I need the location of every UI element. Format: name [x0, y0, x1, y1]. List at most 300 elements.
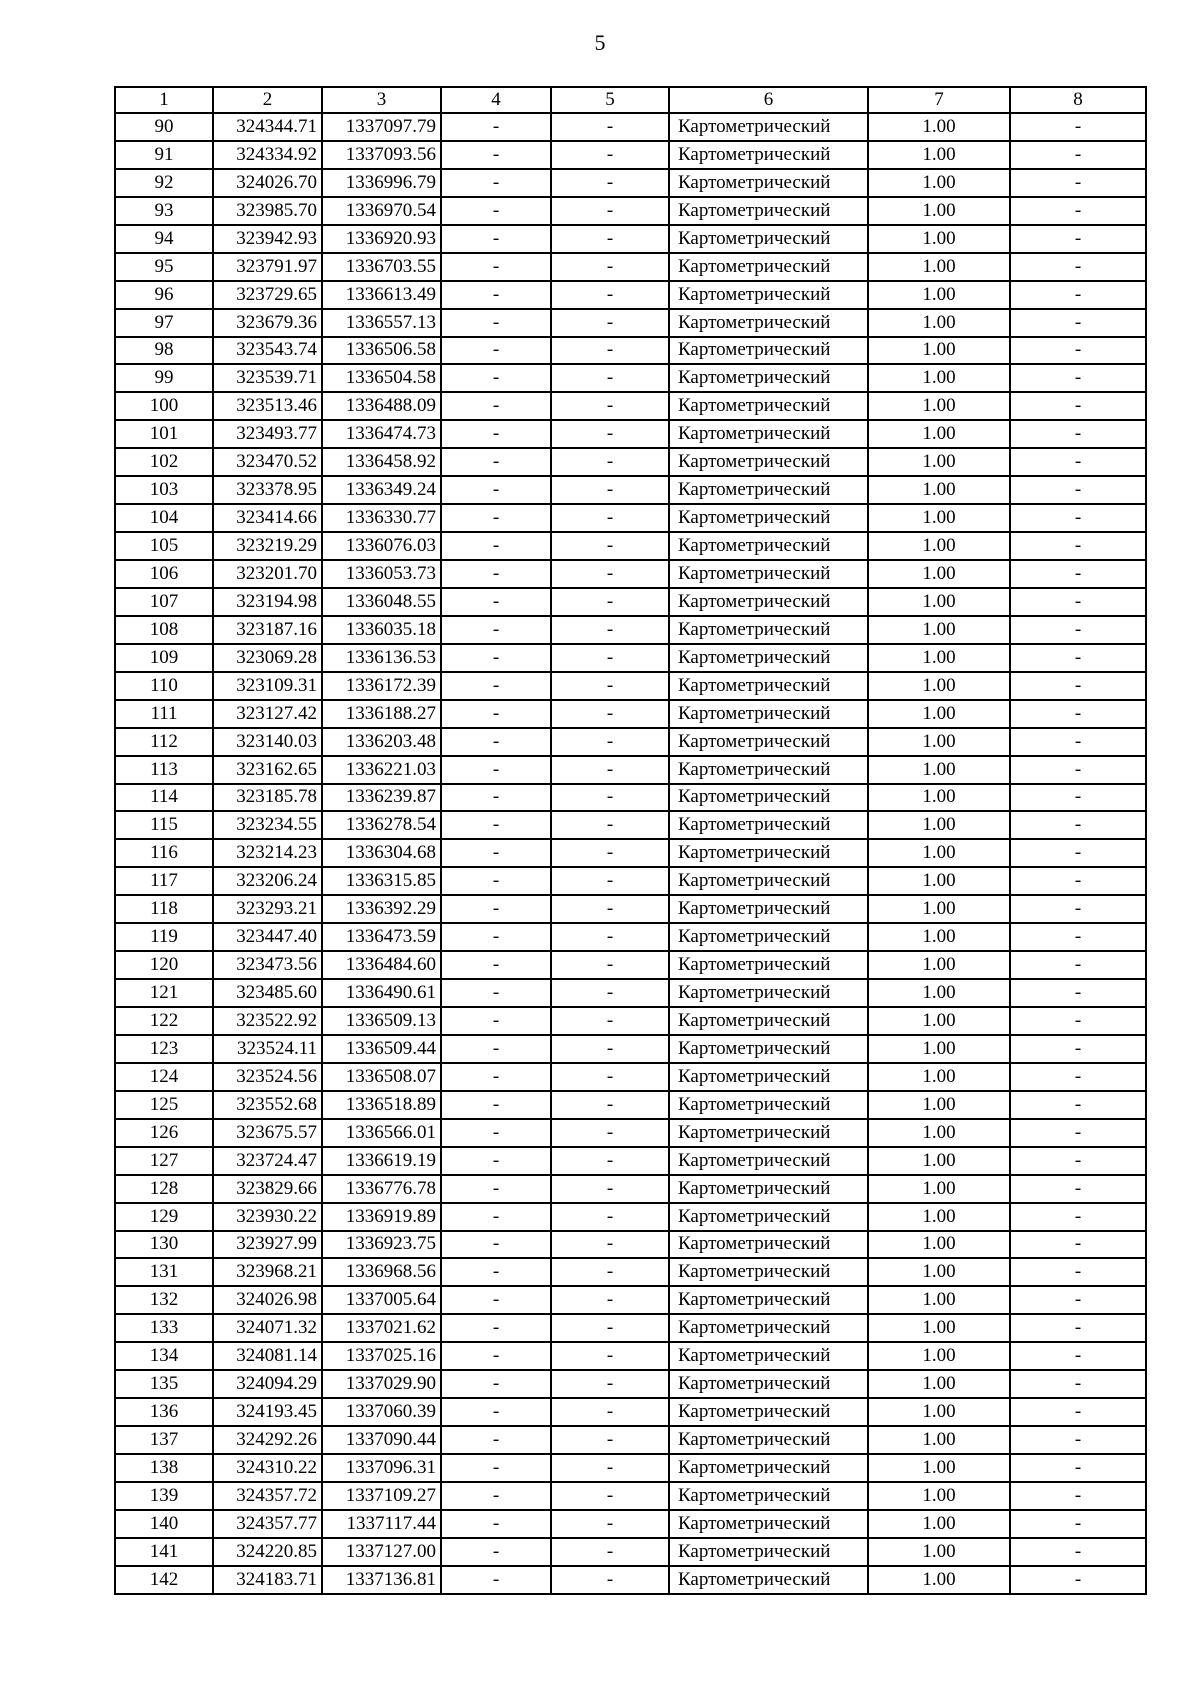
- column-header: 6: [669, 87, 868, 113]
- cell-col-8: -: [1010, 560, 1146, 588]
- cell-point-number: 139: [115, 1482, 213, 1510]
- cell-point-number: 101: [115, 420, 213, 448]
- cell-coord-x: 323206.24: [213, 867, 322, 895]
- cell-col-4: -: [441, 1482, 551, 1510]
- cell-accuracy: 1.00: [868, 1566, 1010, 1594]
- cell-method: Картометрический: [669, 1538, 868, 1566]
- cell-coord-y: 1336508.07: [322, 1063, 441, 1091]
- cell-col-4: -: [441, 644, 551, 672]
- cell-accuracy: 1.00: [868, 1454, 1010, 1482]
- table-row: [115, 1314, 1146, 1342]
- cell-method: Картометрический: [669, 839, 868, 867]
- cell-point-number: 102: [115, 448, 213, 476]
- cell-col-5: -: [551, 811, 669, 839]
- cell-accuracy: 1.00: [868, 1258, 1010, 1286]
- table-row: [115, 1286, 1146, 1314]
- cell-method: Картометрический: [669, 951, 868, 979]
- cell-coord-y: 1337109.27: [322, 1482, 441, 1510]
- cell-col-5: -: [551, 309, 669, 337]
- cell-coord-x: 324310.22: [213, 1454, 322, 1482]
- table-row: [115, 560, 1146, 588]
- table-row: [115, 839, 1146, 867]
- cell-col-4: -: [441, 1035, 551, 1063]
- cell-accuracy: 1.00: [868, 1314, 1010, 1342]
- cell-method: Картометрический: [669, 1342, 868, 1370]
- cell-coord-y: 1336172.39: [322, 672, 441, 700]
- cell-coord-x: 323194.98: [213, 588, 322, 616]
- cell-method: Картометрический: [669, 1510, 868, 1538]
- cell-accuracy: 1.00: [868, 337, 1010, 365]
- cell-point-number: 140: [115, 1510, 213, 1538]
- cell-col-8: -: [1010, 1119, 1146, 1147]
- cell-col-4: -: [441, 1538, 551, 1566]
- cell-col-8: -: [1010, 784, 1146, 812]
- cell-coord-x: 323447.40: [213, 923, 322, 951]
- cell-method: Картометрический: [669, 784, 868, 812]
- cell-coord-x: 323524.11: [213, 1035, 322, 1063]
- cell-coord-x: 323234.55: [213, 811, 322, 839]
- cell-method: Картометрический: [669, 616, 868, 644]
- cell-col-5: -: [551, 979, 669, 1007]
- column-header: 1: [115, 87, 213, 113]
- cell-method: Картометрический: [669, 448, 868, 476]
- table-header-row: [115, 87, 1146, 113]
- cell-col-4: -: [441, 588, 551, 616]
- cell-col-8: -: [1010, 253, 1146, 281]
- cell-accuracy: 1.00: [868, 923, 1010, 951]
- cell-point-number: 107: [115, 588, 213, 616]
- cell-accuracy: 1.00: [868, 588, 1010, 616]
- cell-col-5: -: [551, 756, 669, 784]
- cell-col-4: -: [441, 1091, 551, 1119]
- cell-coord-x: 324026.70: [213, 169, 322, 197]
- cell-method: Картометрический: [669, 309, 868, 337]
- cell-accuracy: 1.00: [868, 728, 1010, 756]
- cell-coord-y: 1337060.39: [322, 1398, 441, 1426]
- cell-point-number: 123: [115, 1035, 213, 1063]
- cell-accuracy: 1.00: [868, 1342, 1010, 1370]
- cell-accuracy: 1.00: [868, 392, 1010, 420]
- cell-col-4: -: [441, 141, 551, 169]
- cell-col-5: -: [551, 448, 669, 476]
- cell-coord-y: 1337029.90: [322, 1370, 441, 1398]
- cell-coord-x: 323930.22: [213, 1203, 322, 1231]
- table-row: [115, 1091, 1146, 1119]
- cell-accuracy: 1.00: [868, 700, 1010, 728]
- cell-col-5: -: [551, 1175, 669, 1203]
- cell-col-5: -: [551, 923, 669, 951]
- cell-col-8: -: [1010, 392, 1146, 420]
- cell-method: Картометрический: [669, 895, 868, 923]
- table-row: [115, 476, 1146, 504]
- cell-coord-y: 1337097.79: [322, 113, 441, 141]
- cell-point-number: 117: [115, 867, 213, 895]
- cell-col-4: -: [441, 281, 551, 309]
- cell-accuracy: 1.00: [868, 811, 1010, 839]
- cell-col-5: -: [551, 1091, 669, 1119]
- cell-point-number: 105: [115, 532, 213, 560]
- cell-point-number: 92: [115, 169, 213, 197]
- table-row: [115, 1147, 1146, 1175]
- cell-coord-y: 1336923.75: [322, 1231, 441, 1259]
- cell-col-8: -: [1010, 672, 1146, 700]
- table-row: [115, 588, 1146, 616]
- cell-col-8: -: [1010, 1175, 1146, 1203]
- cell-method: Картометрический: [669, 756, 868, 784]
- cell-coord-x: 323522.92: [213, 1007, 322, 1035]
- cell-col-5: -: [551, 728, 669, 756]
- cell-coord-x: 323552.68: [213, 1091, 322, 1119]
- cell-col-8: -: [1010, 867, 1146, 895]
- table-row: [115, 784, 1146, 812]
- cell-accuracy: 1.00: [868, 839, 1010, 867]
- cell-col-4: -: [441, 979, 551, 1007]
- table-row: [115, 1175, 1146, 1203]
- cell-method: Картометрический: [669, 979, 868, 1007]
- cell-coord-x: 323829.66: [213, 1175, 322, 1203]
- cell-col-5: -: [551, 504, 669, 532]
- cell-col-4: -: [441, 895, 551, 923]
- cell-accuracy: 1.00: [868, 1119, 1010, 1147]
- cell-coord-x: 323524.56: [213, 1063, 322, 1091]
- table-row: [115, 1258, 1146, 1286]
- cell-coord-y: 1336473.59: [322, 923, 441, 951]
- cell-coord-x: 323069.28: [213, 644, 322, 672]
- cell-col-5: -: [551, 532, 669, 560]
- cell-col-5: -: [551, 1119, 669, 1147]
- cell-coord-x: 323675.57: [213, 1119, 322, 1147]
- table-row: [115, 169, 1146, 197]
- cell-coord-y: 1337127.00: [322, 1538, 441, 1566]
- cell-accuracy: 1.00: [868, 756, 1010, 784]
- cell-method: Картометрический: [669, 1286, 868, 1314]
- cell-point-number: 106: [115, 560, 213, 588]
- table-row: [115, 1538, 1146, 1566]
- cell-accuracy: 1.00: [868, 1007, 1010, 1035]
- cell-col-5: -: [551, 1398, 669, 1426]
- cell-coord-x: 324081.14: [213, 1342, 322, 1370]
- cell-coord-y: 1336703.55: [322, 253, 441, 281]
- table-row: [115, 895, 1146, 923]
- cell-coord-x: 323927.99: [213, 1231, 322, 1259]
- cell-col-4: -: [441, 1314, 551, 1342]
- cell-col-8: -: [1010, 1231, 1146, 1259]
- cell-coord-x: 323109.31: [213, 672, 322, 700]
- cell-coord-y: 1336035.18: [322, 616, 441, 644]
- cell-point-number: 90: [115, 113, 213, 141]
- cell-accuracy: 1.00: [868, 141, 1010, 169]
- cell-accuracy: 1.00: [868, 197, 1010, 225]
- cell-col-4: -: [441, 225, 551, 253]
- cell-coord-x: 323791.97: [213, 253, 322, 281]
- cell-point-number: 121: [115, 979, 213, 1007]
- cell-coord-x: 323470.52: [213, 448, 322, 476]
- cell-col-4: -: [441, 420, 551, 448]
- cell-coord-x: 323679.36: [213, 309, 322, 337]
- cell-col-5: -: [551, 1007, 669, 1035]
- cell-col-4: -: [441, 1147, 551, 1175]
- cell-point-number: 97: [115, 309, 213, 337]
- cell-coord-x: 324292.26: [213, 1426, 322, 1454]
- cell-coord-x: 323127.42: [213, 700, 322, 728]
- cell-coord-y: 1336566.01: [322, 1119, 441, 1147]
- cell-point-number: 127: [115, 1147, 213, 1175]
- cell-col-8: -: [1010, 1510, 1146, 1538]
- cell-col-4: -: [441, 1007, 551, 1035]
- cell-coord-x: 323985.70: [213, 197, 322, 225]
- cell-point-number: 129: [115, 1203, 213, 1231]
- cell-coord-x: 324344.71: [213, 113, 322, 141]
- table-row: [115, 1370, 1146, 1398]
- cell-col-5: -: [551, 1454, 669, 1482]
- table-row: [115, 1454, 1146, 1482]
- cell-col-5: -: [551, 784, 669, 812]
- cell-point-number: 116: [115, 839, 213, 867]
- cell-coord-x: 324334.92: [213, 141, 322, 169]
- cell-coord-y: 1336349.24: [322, 476, 441, 504]
- cell-col-5: -: [551, 644, 669, 672]
- cell-accuracy: 1.00: [868, 1203, 1010, 1231]
- cell-col-8: -: [1010, 728, 1146, 756]
- cell-coord-y: 1336484.60: [322, 951, 441, 979]
- cell-col-5: -: [551, 867, 669, 895]
- cell-col-4: -: [441, 811, 551, 839]
- cell-col-4: -: [441, 1398, 551, 1426]
- table-row: [115, 700, 1146, 728]
- cell-col-8: -: [1010, 700, 1146, 728]
- table-row: [115, 1510, 1146, 1538]
- cell-col-8: -: [1010, 644, 1146, 672]
- table-row: [115, 1482, 1146, 1510]
- cell-accuracy: 1.00: [868, 169, 1010, 197]
- cell-coord-x: 323185.78: [213, 784, 322, 812]
- cell-coord-y: 1336458.92: [322, 448, 441, 476]
- table-row: [115, 281, 1146, 309]
- cell-method: Картометрический: [669, 113, 868, 141]
- cell-col-8: -: [1010, 337, 1146, 365]
- cell-coord-x: 323378.95: [213, 476, 322, 504]
- cell-col-5: -: [551, 169, 669, 197]
- cell-col-5: -: [551, 700, 669, 728]
- cell-col-5: -: [551, 1510, 669, 1538]
- cell-point-number: 136: [115, 1398, 213, 1426]
- cell-point-number: 137: [115, 1426, 213, 1454]
- cell-method: Картометрический: [669, 1398, 868, 1426]
- cell-coord-y: 1336509.44: [322, 1035, 441, 1063]
- cell-coord-x: 323140.03: [213, 728, 322, 756]
- table-row: [115, 923, 1146, 951]
- cell-method: Картометрический: [669, 1091, 868, 1119]
- cell-point-number: 125: [115, 1091, 213, 1119]
- cell-accuracy: 1.00: [868, 1398, 1010, 1426]
- cell-coord-x: 323187.16: [213, 616, 322, 644]
- column-header: 2: [213, 87, 322, 113]
- table-row: [115, 141, 1146, 169]
- cell-col-5: -: [551, 281, 669, 309]
- cell-accuracy: 1.00: [868, 1482, 1010, 1510]
- cell-col-4: -: [441, 309, 551, 337]
- cell-point-number: 120: [115, 951, 213, 979]
- cell-col-5: -: [551, 392, 669, 420]
- cell-point-number: 110: [115, 672, 213, 700]
- coordinates-table: [114, 86, 1147, 1595]
- cell-col-4: -: [441, 560, 551, 588]
- cell-coord-x: 324183.71: [213, 1566, 322, 1594]
- cell-coord-y: 1336504.58: [322, 364, 441, 392]
- table-row: [115, 1342, 1146, 1370]
- cell-col-4: -: [441, 756, 551, 784]
- cell-method: Картометрический: [669, 1258, 868, 1286]
- table-row: [115, 672, 1146, 700]
- cell-col-8: -: [1010, 979, 1146, 1007]
- cell-point-number: 126: [115, 1119, 213, 1147]
- cell-accuracy: 1.00: [868, 784, 1010, 812]
- cell-col-8: -: [1010, 504, 1146, 532]
- cell-point-number: 104: [115, 504, 213, 532]
- cell-point-number: 134: [115, 1342, 213, 1370]
- cell-accuracy: 1.00: [868, 979, 1010, 1007]
- cell-col-4: -: [441, 337, 551, 365]
- cell-accuracy: 1.00: [868, 504, 1010, 532]
- table-row: [115, 811, 1146, 839]
- table-row: [115, 364, 1146, 392]
- column-header: 3: [322, 87, 441, 113]
- cell-point-number: 109: [115, 644, 213, 672]
- cell-col-8: -: [1010, 839, 1146, 867]
- cell-accuracy: 1.00: [868, 309, 1010, 337]
- cell-method: Картометрический: [669, 337, 868, 365]
- cell-col-8: -: [1010, 1426, 1146, 1454]
- cell-accuracy: 1.00: [868, 1286, 1010, 1314]
- cell-method: Картометрический: [669, 1035, 868, 1063]
- cell-coord-x: 323543.74: [213, 337, 322, 365]
- column-header: 8: [1010, 87, 1146, 113]
- cell-col-8: -: [1010, 532, 1146, 560]
- cell-coord-y: 1336048.55: [322, 588, 441, 616]
- cell-col-4: -: [441, 476, 551, 504]
- cell-method: Картометрический: [669, 923, 868, 951]
- cell-col-8: -: [1010, 169, 1146, 197]
- cell-coord-y: 1336488.09: [322, 392, 441, 420]
- cell-coord-y: 1336304.68: [322, 839, 441, 867]
- cell-coord-x: 324220.85: [213, 1538, 322, 1566]
- cell-accuracy: 1.00: [868, 1510, 1010, 1538]
- cell-method: Картометрический: [669, 1482, 868, 1510]
- cell-method: Картометрический: [669, 1203, 868, 1231]
- cell-col-5: -: [551, 1258, 669, 1286]
- cell-method: Картометрический: [669, 1566, 868, 1594]
- cell-coord-y: 1336053.73: [322, 560, 441, 588]
- cell-coord-y: 1337096.31: [322, 1454, 441, 1482]
- cell-method: Картометрический: [669, 169, 868, 197]
- cell-accuracy: 1.00: [868, 420, 1010, 448]
- cell-col-4: -: [441, 951, 551, 979]
- cell-accuracy: 1.00: [868, 1370, 1010, 1398]
- cell-coord-y: 1337021.62: [322, 1314, 441, 1342]
- cell-col-5: -: [551, 337, 669, 365]
- cell-col-4: -: [441, 1119, 551, 1147]
- cell-method: Картометрический: [669, 1231, 868, 1259]
- cell-col-8: -: [1010, 1454, 1146, 1482]
- cell-coord-x: 323293.21: [213, 895, 322, 923]
- cell-col-5: -: [551, 253, 669, 281]
- cell-accuracy: 1.00: [868, 113, 1010, 141]
- cell-method: Картометрический: [669, 504, 868, 532]
- cell-coord-y: 1336392.29: [322, 895, 441, 923]
- cell-point-number: 122: [115, 1007, 213, 1035]
- cell-col-4: -: [441, 253, 551, 281]
- cell-method: Картометрический: [669, 672, 868, 700]
- cell-point-number: 98: [115, 337, 213, 365]
- cell-coord-x: 323414.66: [213, 504, 322, 532]
- table-row: [115, 504, 1146, 532]
- cell-coord-x: 323942.93: [213, 225, 322, 253]
- cell-col-8: -: [1010, 113, 1146, 141]
- cell-coord-y: 1336996.79: [322, 169, 441, 197]
- cell-coord-x: 323513.46: [213, 392, 322, 420]
- cell-coord-y: 1337117.44: [322, 1510, 441, 1538]
- cell-coord-y: 1336221.03: [322, 756, 441, 784]
- cell-col-8: -: [1010, 811, 1146, 839]
- cell-coord-x: 323201.70: [213, 560, 322, 588]
- cell-coord-y: 1336315.85: [322, 867, 441, 895]
- cell-method: Картометрический: [669, 867, 868, 895]
- cell-coord-x: 324193.45: [213, 1398, 322, 1426]
- cell-col-5: -: [551, 1286, 669, 1314]
- column-header: 7: [868, 87, 1010, 113]
- cell-col-5: -: [551, 951, 669, 979]
- cell-col-5: -: [551, 476, 669, 504]
- cell-accuracy: 1.00: [868, 253, 1010, 281]
- cell-col-8: -: [1010, 1342, 1146, 1370]
- cell-coord-x: 323493.77: [213, 420, 322, 448]
- cell-point-number: 103: [115, 476, 213, 504]
- cell-point-number: 135: [115, 1370, 213, 1398]
- table-row: [115, 979, 1146, 1007]
- cell-accuracy: 1.00: [868, 476, 1010, 504]
- cell-point-number: 142: [115, 1566, 213, 1594]
- cell-col-4: -: [441, 1286, 551, 1314]
- cell-col-5: -: [551, 895, 669, 923]
- cell-coord-y: 1336330.77: [322, 504, 441, 532]
- cell-col-5: -: [551, 672, 669, 700]
- cell-method: Картометрический: [669, 364, 868, 392]
- cell-coord-y: 1336506.58: [322, 337, 441, 365]
- cell-coord-x: 324071.32: [213, 1314, 322, 1342]
- cell-method: Картометрический: [669, 644, 868, 672]
- table-body: [115, 113, 1146, 1594]
- cell-method: Картометрический: [669, 1063, 868, 1091]
- cell-col-5: -: [551, 141, 669, 169]
- cell-method: Картометрический: [669, 392, 868, 420]
- cell-col-8: -: [1010, 309, 1146, 337]
- cell-col-5: -: [551, 560, 669, 588]
- cell-col-4: -: [441, 839, 551, 867]
- table-row: [115, 197, 1146, 225]
- cell-point-number: 111: [115, 700, 213, 728]
- cell-coord-y: 1336490.61: [322, 979, 441, 1007]
- cell-accuracy: 1.00: [868, 867, 1010, 895]
- cell-col-4: -: [441, 1203, 551, 1231]
- cell-method: Картометрический: [669, 1175, 868, 1203]
- cell-point-number: 133: [115, 1314, 213, 1342]
- cell-method: Картометрический: [669, 560, 868, 588]
- cell-col-8: -: [1010, 1398, 1146, 1426]
- cell-point-number: 138: [115, 1454, 213, 1482]
- cell-coord-y: 1336509.13: [322, 1007, 441, 1035]
- table-row: [115, 951, 1146, 979]
- cell-accuracy: 1.00: [868, 895, 1010, 923]
